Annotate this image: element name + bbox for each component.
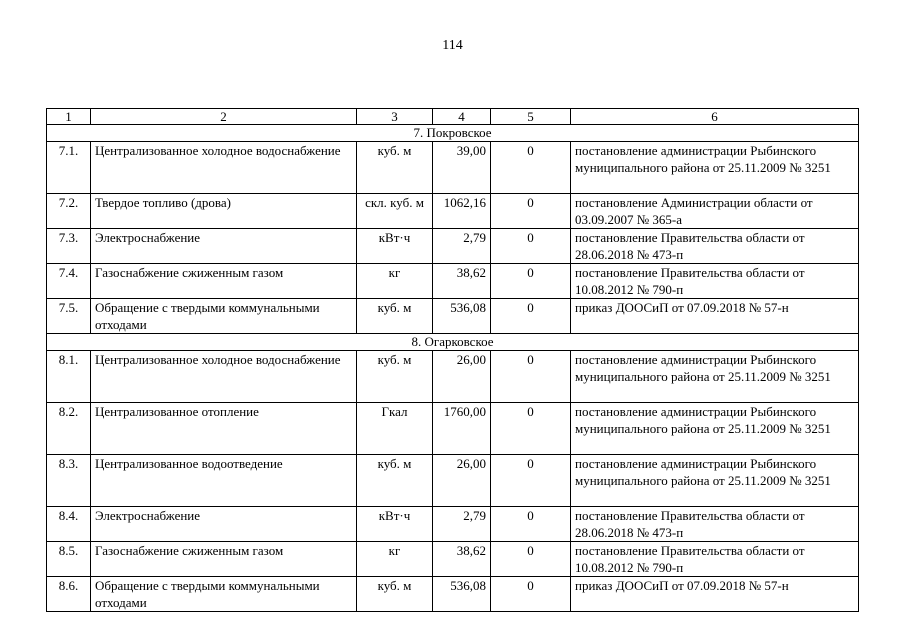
table-row — [47, 507, 859, 542]
column-5-value: 0 — [491, 142, 571, 194]
unit-of-measure: куб. м — [357, 299, 433, 334]
unit-of-measure: Гкал — [357, 403, 433, 455]
legal-basis: приказ ДООСиП от 07.09.2018 № 57-н — [571, 577, 859, 612]
row-number: 7.2. — [47, 194, 91, 229]
norm-value: 2,79 — [433, 229, 491, 264]
row-number: 8.3. — [47, 455, 91, 507]
table-row — [47, 194, 859, 229]
legal-basis: постановление Администрации области от 03.09.2007 № 365-а — [571, 194, 859, 229]
unit-of-measure: куб. м — [357, 455, 433, 507]
norm-value: 536,08 — [433, 299, 491, 334]
section-row — [47, 125, 859, 142]
legal-basis: постановление Правительства области от 10.08.2012 № 790-п — [571, 542, 859, 577]
norm-value: 39,00 — [433, 142, 491, 194]
row-number: 8.4. — [47, 507, 91, 542]
unit-of-measure: кВт·ч — [357, 229, 433, 264]
row-number: 7.4. — [47, 264, 91, 299]
service-name: Электроснабжение — [91, 229, 357, 264]
column-5-value: 0 — [491, 403, 571, 455]
legal-basis: постановление Правительства области от 28.06.2018 № 473-п — [571, 507, 859, 542]
service-name: Централизованное водоотведение — [91, 455, 357, 507]
section-title: 8. Огарковское — [47, 334, 859, 351]
row-number: 8.1. — [47, 351, 91, 403]
table-row — [47, 264, 859, 299]
legal-basis: постановление администрации Рыбинского муниципального района от 25.11.2009 № 3251 — [571, 403, 859, 455]
table-row — [47, 299, 859, 334]
header-cell: 1 — [47, 109, 91, 125]
row-number: 8.5. — [47, 542, 91, 577]
service-name: Газоснабжение сжиженным газом — [91, 542, 357, 577]
service-name: Обращение с твердыми коммунальными отходами — [91, 299, 357, 334]
page-number: 114 — [442, 38, 463, 53]
legal-basis: постановление Правительства области от 28.06.2018 № 473-п — [571, 229, 859, 264]
row-number: 7.5. — [47, 299, 91, 334]
legal-basis: постановление администрации Рыбинского муниципального района от 25.11.2009 № 3251 — [571, 351, 859, 403]
column-number-row — [47, 109, 859, 125]
norm-value: 38,62 — [433, 264, 491, 299]
legal-basis: постановление администрации Рыбинского муниципального района от 25.11.2009 № 3251 — [571, 455, 859, 507]
service-name: Твердое топливо (дрова) — [91, 194, 357, 229]
row-number: 8.6. — [47, 577, 91, 612]
table-row — [47, 542, 859, 577]
column-5-value: 0 — [491, 264, 571, 299]
norm-value: 2,79 — [433, 507, 491, 542]
norm-value: 1760,00 — [433, 403, 491, 455]
unit-of-measure: скл. куб. м — [357, 194, 433, 229]
norm-value: 26,00 — [433, 351, 491, 403]
service-name: Электроснабжение — [91, 507, 357, 542]
legal-basis: приказ ДООСиП от 07.09.2018 № 57-н — [571, 299, 859, 334]
table-row — [47, 577, 859, 612]
column-5-value: 0 — [491, 455, 571, 507]
header-cell: 2 — [91, 109, 357, 125]
unit-of-measure: кг — [357, 264, 433, 299]
header-cell: 6 — [571, 109, 859, 125]
section-title: 7. Покровское — [47, 125, 859, 142]
row-number: 8.2. — [47, 403, 91, 455]
header-cell: 4 — [433, 109, 491, 125]
table-row — [47, 403, 859, 455]
table-row — [47, 455, 859, 507]
service-name: Централизованное холодное водоснабжение — [91, 142, 357, 194]
column-5-value: 0 — [491, 351, 571, 403]
unit-of-measure: кг — [357, 542, 433, 577]
norm-value: 38,62 — [433, 542, 491, 577]
table-row — [47, 229, 859, 264]
column-5-value: 0 — [491, 194, 571, 229]
norm-value: 1062,16 — [433, 194, 491, 229]
section-row — [47, 334, 859, 351]
row-number: 7.3. — [47, 229, 91, 264]
unit-of-measure: куб. м — [357, 142, 433, 194]
table-row — [47, 142, 859, 194]
header-cell: 5 — [491, 109, 571, 125]
norm-value: 26,00 — [433, 455, 491, 507]
column-5-value: 0 — [491, 229, 571, 264]
norm-value: 536,08 — [433, 577, 491, 612]
header-cell: 3 — [357, 109, 433, 125]
service-name: Газоснабжение сжиженным газом — [91, 264, 357, 299]
column-5-value: 0 — [491, 299, 571, 334]
unit-of-measure: кВт·ч — [357, 507, 433, 542]
unit-of-measure: куб. м — [357, 351, 433, 403]
column-5-value: 0 — [491, 542, 571, 577]
service-name: Централизованное холодное водоснабжение — [91, 351, 357, 403]
row-number: 7.1. — [47, 142, 91, 194]
column-5-value: 0 — [491, 577, 571, 612]
service-name: Централизованное отопление — [91, 403, 357, 455]
tariff-table — [46, 108, 859, 612]
unit-of-measure: куб. м — [357, 577, 433, 612]
column-5-value: 0 — [491, 507, 571, 542]
table-row — [47, 351, 859, 403]
service-name: Обращение с твердыми коммунальными отходами — [91, 577, 357, 612]
legal-basis: постановление администрации Рыбинского муниципального района от 25.11.2009 № 3251 — [571, 142, 859, 194]
legal-basis: постановление Правительства области от 10.08.2012 № 790-п — [571, 264, 859, 299]
